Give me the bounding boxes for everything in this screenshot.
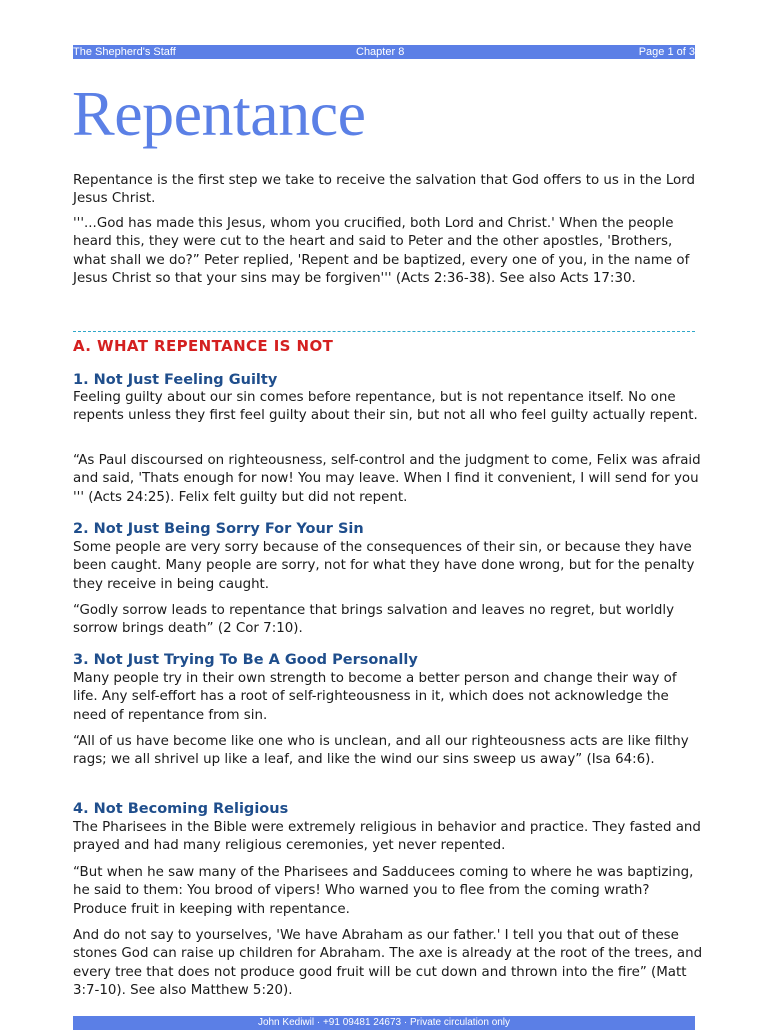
header-page-number: Page 1 of 3 [638,46,695,58]
subheading-not-feeling-guilty: 1. Not Just Feeling Guilty [73,372,278,388]
subheading-not-trying-good: 3. Not Just Trying To Be A Good Personally [73,652,418,668]
subheading-not-being-sorry: 2. Not Just Being Sorry For Your Sin [73,521,364,537]
page-title: Repentance [72,78,366,149]
item2-scripture-quote: “Godly sorrow leads to repentance that brings salvation and leaves no regret, but worldly sorrow brings death” (2 Cor 7:10). [73,603,675,637]
item2-paragraph: Some people are very sorry because of the consequences of their sin, or because they have been caught. Many people are sorry, not for what they have done wrong, but for the penalty they receive in being caught. [73,540,695,592]
intro-paragraph: Repentance is the first step we take to receive the salvation that God offers to us in the Lord Jesus Christ. [73,173,696,207]
item3-scripture-quote: “All of us have become like one who is unclean, and all our righteousness acts are like filthy rags; we all shrivel up like a leaf, and like the wind our sins sweep us away” (Isa 64:6). [73,734,689,768]
footer-text: John Kediwil · +91 09481 24673 · Private circulation only [257,1017,511,1028]
item4-paragraph: The Pharisees in the Bible were extremely religious in behavior and practice. They fasted and prayed and had many religious ceremonies, yet never repented. [73,820,701,854]
subheading-not-religious: 4. Not Becoming Religious [73,801,289,817]
item3-paragraph: Many people try in their own strength to become a better person and change their way of life. Any self-effort has a root of self-righteousness in it, which does not acknowledge the need of repentance from sin. [73,671,677,723]
section-divider [73,331,695,332]
page-footer-bar [73,1016,695,1030]
item4-scripture-quote: “But when he saw many of the Pharisees and Sadducees coming to where he was baptizing, he said to them: You brood of vipers! Who warned you to flee from the coming wrath? Produce fruit in keeping with repentance. [73,865,694,917]
header-chapter: Chapter 8 [356,46,405,58]
intro-scripture-quote: '''...God has made this Jesus, whom you crucified, both Lord and Christ.' When the people heard this, they were cut to the heart and said to Peter and the other apostles, 'Brothers, what shall we do?” Peter replied, 'Repent and be baptized, every one of you, in the name of Jesus Christ so that your sins may be forgiven''' (Acts 2:36-38). See also Acts 17:30. [73,216,690,286]
item1-paragraph: Feeling guilty about our sin comes before repentance, but is not repentance itself. No one repents unless they first feel guilty about their sin, but not all who feel guilty actually repent. [73,390,698,424]
header-book-title: The Shepherd's Staff [73,46,176,58]
item4-scripture-quote-continued: And do not say to yourselves, 'We have Abraham as our father.' I tell you that out of these stones God can raise up children for Abraham. The axe is already at the root of the trees, and every tree that does not produce good fruit will be cut down and thrown into the fire” (Matt 3:7-10). See also Matthew 5:20). [73,928,703,998]
item1-scripture-quote: “As Paul discoursed on righteousness, self-control and the judgment to come, Felix was afraid and said, 'Thats enough for now! You may leave. When I find it convenient, I will send for you ''' (Acts 24:25). Felix felt guilty but did not repent. [73,453,701,505]
page-header-bar [73,45,695,59]
section-heading-what-repentance-is-not: A. WHAT REPENTANCE IS NOT [73,337,334,355]
